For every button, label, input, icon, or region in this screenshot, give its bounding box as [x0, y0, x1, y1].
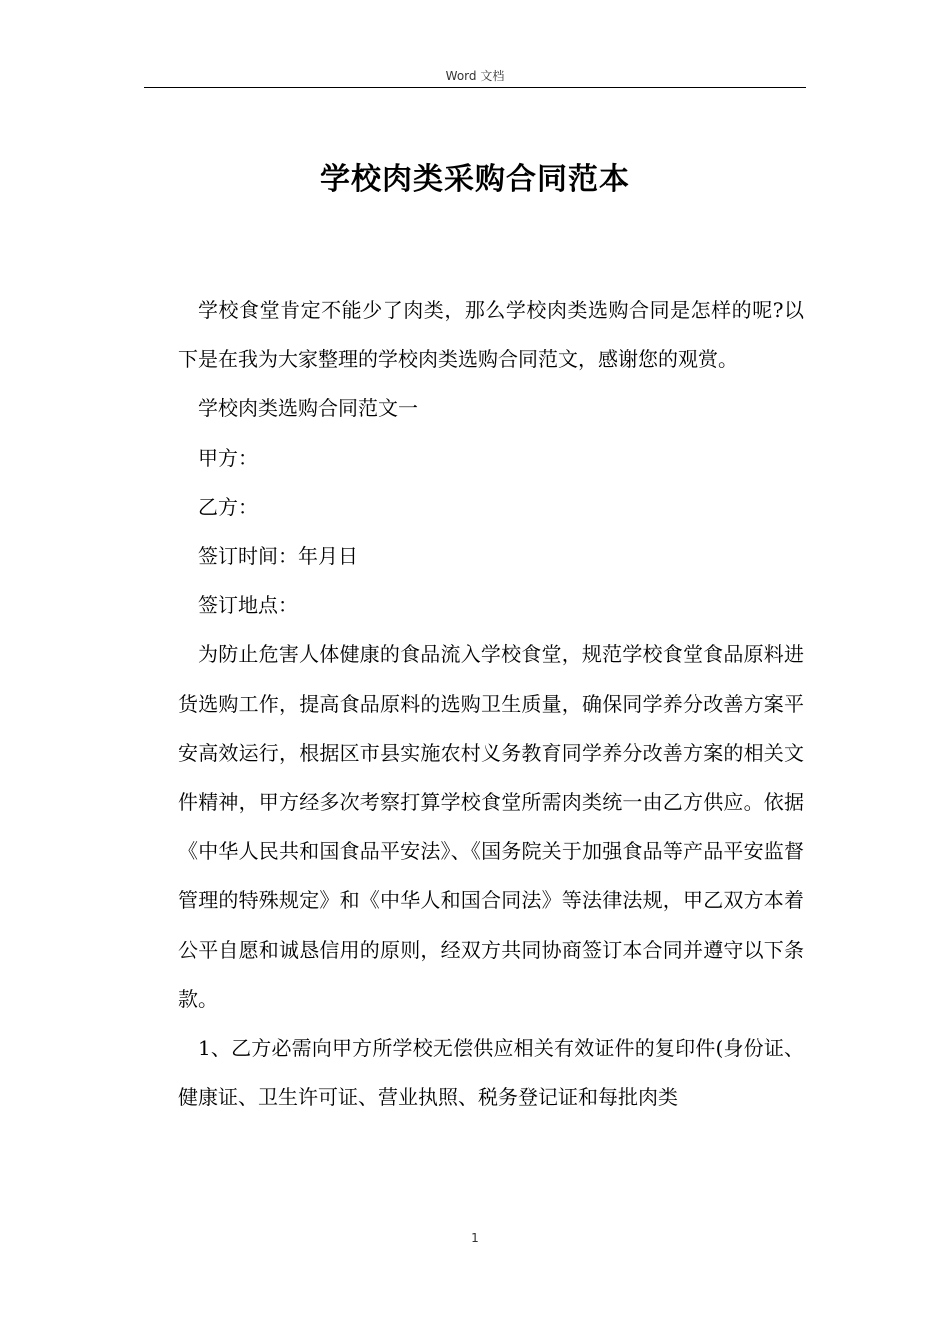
paragraph-party-b: 乙方： [198, 494, 258, 519]
paragraph-preamble: 为防止危害人体健康的食品流入学校食堂，规范学校食堂食品原料进货选购工作，提高食品原料的选购卫生质量，确保同学养分改善方案平安高效运行，根据区市县实施农村义务教育同学养分改善方案的相关文件精神，甲方经多次考察打算学校食堂所需肉类统一由乙方供应。依据《中华人民共和国食品平安法》、《国务院关于加强食品等产品平安监督管理的特殊规定》和《中华人和国合同法》等法律法规，甲乙双方本着公平自愿和诚恳信用的原则，经双方共同协商签订本合同并遵守以下条款。 [178, 642, 804, 1011]
paragraph-clause-1: 1、乙方必需向甲方所学校无偿供应相关有效证件的复印件(身份证、健康证、卫生许可证、营业执照、税务登记证和每批肉类 [178, 1036, 804, 1110]
paragraph-section-heading: 学校肉类选购合同范文一 [198, 396, 418, 421]
document-body [178, 286, 804, 1122]
paragraph-sign-date: 签订时间：年月日 [198, 544, 358, 569]
document-title: 学校肉类采购合同范本 [320, 162, 630, 197]
paragraph-sign-place: 签订地点： [198, 593, 298, 618]
paragraph-party-a: 甲方： [198, 445, 258, 470]
header-divider [144, 87, 806, 88]
paragraph-intro: 学校食堂肯定不能少了肉类，那么学校肉类选购合同是怎样的呢?以下是在我为大家整理的学校肉类选购合同范文，感谢您的观赏。 [178, 298, 804, 372]
page-header-label: Word 文档 [445, 69, 505, 83]
page-number: 1 [471, 1231, 479, 1245]
